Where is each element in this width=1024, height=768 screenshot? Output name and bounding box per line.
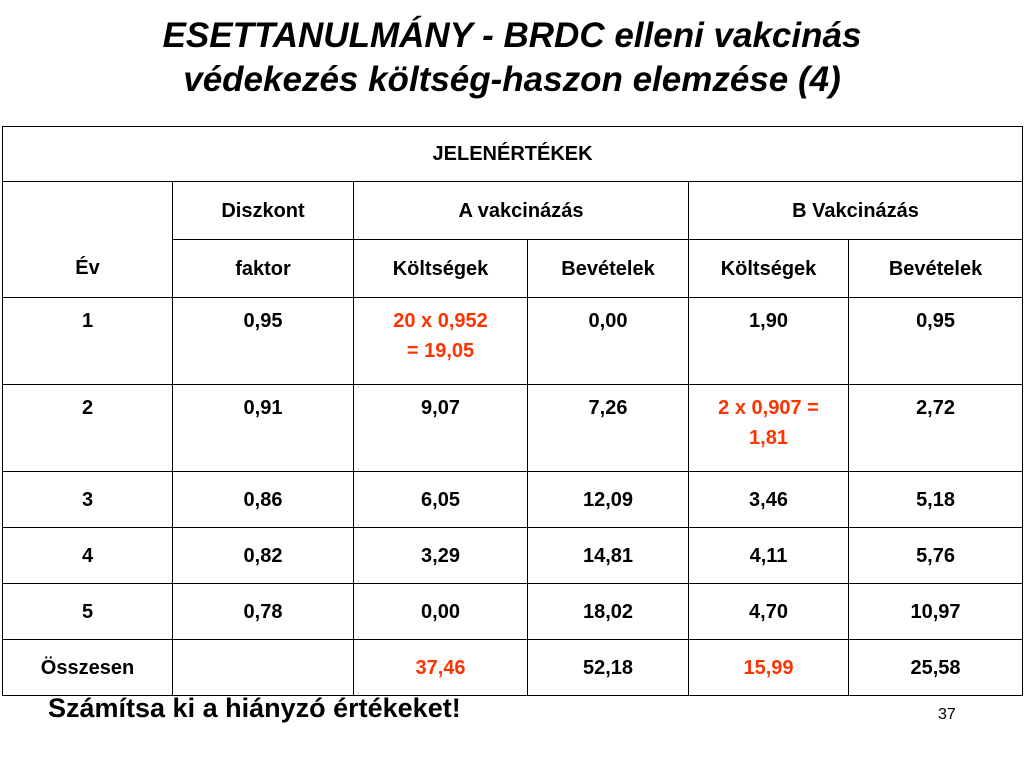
table-row [3, 298, 1023, 385]
a-cost-cell: 3,29 [354, 528, 528, 584]
slide-title-line-1: ESETTANULMÁNY - BRDC elleni vakcinás [162, 16, 862, 55]
total-label: Összesen [3, 640, 173, 696]
table-row [3, 528, 1023, 584]
total-b-cost: 15,99 [689, 640, 849, 696]
a-cost-formula-line1: 20 x 0,952 [393, 310, 488, 332]
total-row [3, 640, 1023, 696]
b-revenue-cell: 2,72 [849, 385, 1023, 472]
year-cell: 2 [3, 385, 173, 472]
a-cost-header: Költségek [354, 240, 528, 298]
a-revenue-cell: 14,81 [528, 528, 689, 584]
group-a-header: A vakcinázás [354, 182, 689, 240]
factor-cell: 0,82 [173, 528, 354, 584]
sub-header-row [3, 240, 1023, 298]
discount-header-line2: faktor [173, 240, 354, 298]
present-value-table [2, 126, 1023, 696]
a-cost-cell [354, 298, 528, 385]
slide-title [0, 14, 1024, 102]
b-revenue-cell: 5,18 [849, 472, 1023, 528]
group-b-header: B Vakcinázás [689, 182, 1023, 240]
page-number: 37 [938, 706, 956, 723]
b-cost-cell: 1,90 [689, 298, 849, 385]
factor-cell: 0,91 [173, 385, 354, 472]
b-cost-cell: 3,46 [689, 472, 849, 528]
year-header-top-cell [3, 182, 173, 240]
b-revenue-cell: 10,97 [849, 584, 1023, 640]
b-revenue-cell: 0,95 [849, 298, 1023, 385]
table-row [3, 584, 1023, 640]
table-title-row [3, 127, 1023, 182]
year-header: Év [3, 240, 173, 298]
b-revenue-header: Bevételek [849, 240, 1023, 298]
total-a-revenue: 52,18 [528, 640, 689, 696]
b-revenue-cell: 5,76 [849, 528, 1023, 584]
a-revenue-cell: 18,02 [528, 584, 689, 640]
task-instruction: Számítsa ki a hiányzó értékeket! [48, 693, 461, 723]
factor-cell: 0,78 [173, 584, 354, 640]
table-row [3, 472, 1023, 528]
year-cell: 1 [3, 298, 173, 385]
a-revenue-cell: 7,26 [528, 385, 689, 472]
slide-title-line-2: védekezés költség-haszon elemzése (4) [183, 60, 841, 99]
a-revenue-cell: 0,00 [528, 298, 689, 385]
a-cost-cell: 9,07 [354, 385, 528, 472]
b-cost-header: Költségek [689, 240, 849, 298]
table-row [3, 385, 1023, 472]
b-cost-formula-line1: 2 x 0,907 = [718, 397, 819, 419]
year-cell: 3 [3, 472, 173, 528]
b-cost-cell [689, 385, 849, 472]
b-cost-formula-line2: 1,81 [749, 427, 788, 449]
table-title-cell: JELENÉRTÉKEK [3, 127, 1023, 182]
a-revenue-cell: 12,09 [528, 472, 689, 528]
group-header-row [3, 182, 1023, 240]
b-cost-cell: 4,11 [689, 528, 849, 584]
total-b-revenue: 25,58 [849, 640, 1023, 696]
a-cost-cell: 0,00 [354, 584, 528, 640]
year-cell: 5 [3, 584, 173, 640]
a-cost-cell: 6,05 [354, 472, 528, 528]
factor-cell: 0,86 [173, 472, 354, 528]
total-factor-cell [173, 640, 354, 696]
b-cost-cell: 4,70 [689, 584, 849, 640]
factor-cell: 0,95 [173, 298, 354, 385]
a-cost-formula-line2: = 19,05 [406, 340, 475, 362]
year-cell: 4 [3, 528, 173, 584]
total-a-cost: 37,46 [354, 640, 528, 696]
discount-header-line1: Diszkont [173, 182, 354, 240]
a-revenue-header: Bevételek [528, 240, 689, 298]
